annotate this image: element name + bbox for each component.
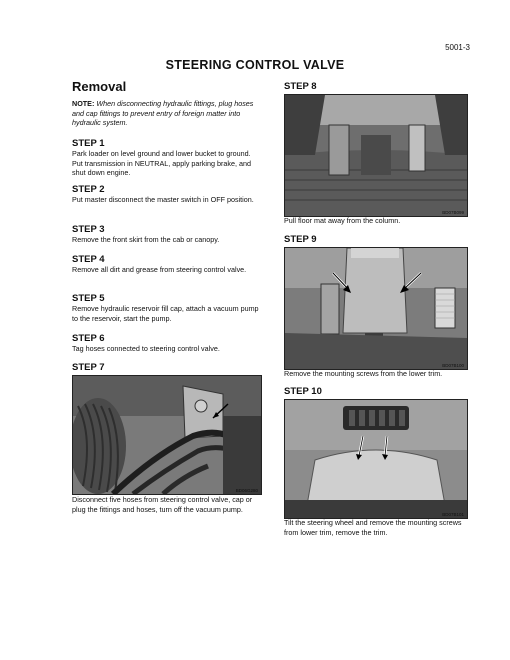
step-6-text: Tag hoses connected to steering control valve. [72, 344, 220, 353]
step-7-text: Disconnect five hoses from steering control valve, cap or plug the fittings and hoses, turn off the vacuum pump. [72, 495, 253, 514]
step-7-hoses-image [73, 376, 261, 494]
step-8-floor-image [285, 95, 467, 216]
step-7-photo [72, 375, 262, 495]
step-3-label: STEP 3 [72, 224, 105, 235]
step-10-text: Tilt the steering wheel and remove the mounting screws from lower trim, remove the trim. [284, 518, 462, 537]
step-1-text: Park loader on level ground and lower bucket to ground. Put transmission in NEUTRAL, apply parking brake, and shut down engine. [72, 149, 251, 178]
step-4-label: STEP 4 [72, 254, 105, 265]
step-10-photo [284, 399, 468, 519]
step-2-text: Put master disconnect the master switch in OFF position. [72, 195, 254, 204]
step-7-label: STEP 7 [72, 362, 105, 373]
step-10-trim-image [285, 400, 467, 518]
step-9-label: STEP 9 [284, 234, 317, 245]
step-5-text: Remove hydraulic reservoir fill cap, attach a vacuum pump to the reservoir, start the pump. [72, 304, 259, 323]
note-block [72, 99, 262, 128]
note-label: NOTE: [72, 99, 95, 108]
step-4-text: Remove all dirt and grease from steering control valve. [72, 265, 247, 274]
step-9-image-code: BD07B100 [442, 363, 464, 368]
page-title: STEERING CONTROL VALVE [165, 58, 345, 72]
step-10-label: STEP 10 [284, 386, 322, 397]
step-5-label: STEP 5 [72, 293, 105, 304]
step-10-image-code: BD07B101 [442, 512, 464, 517]
step-8-text: Pull floor mat away from the column. [284, 216, 401, 225]
step-1-label: STEP 1 [72, 138, 105, 149]
step-3-text: Remove the front skirt from the cab or canopy. [72, 235, 220, 244]
step-9-photo [284, 247, 468, 370]
step-8-image-code: BD07B099 [442, 210, 464, 215]
step-8-photo [284, 94, 468, 217]
page-number: 5001-3 [445, 43, 470, 52]
step-9-column-image [285, 248, 467, 369]
removal-heading: Removal [72, 79, 127, 94]
note-text: When disconnecting hydraulic fittings, plug hoses and cap fittings to prevent entry of foreign matter into hydraulic system. [72, 99, 254, 128]
step-6-label: STEP 6 [72, 333, 105, 344]
step-9-text: Remove the mounting screws from the lower trim. [284, 369, 443, 378]
step-2-label: STEP 2 [72, 184, 105, 195]
step-8-label: STEP 8 [284, 81, 317, 92]
step-7-image-code: BD06G280 [235, 488, 258, 493]
